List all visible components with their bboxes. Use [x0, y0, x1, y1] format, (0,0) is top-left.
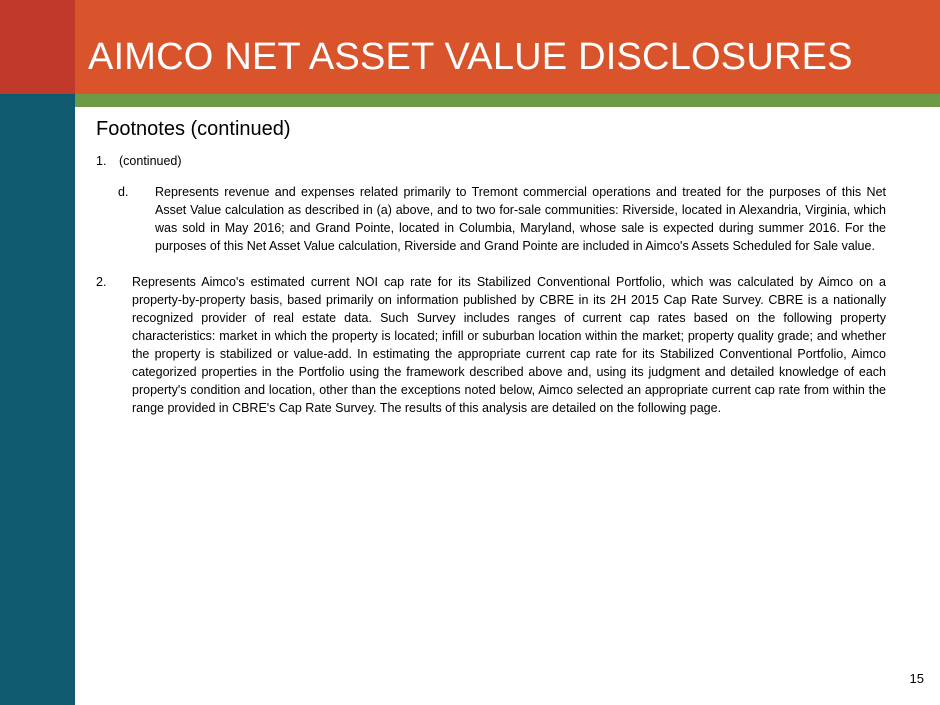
page-number: 15: [909, 671, 924, 686]
page-title: AIMCO NET ASSET VALUE DISCLOSURES: [88, 36, 853, 78]
footnote-2-number: 2.: [96, 275, 107, 289]
footnote-1-intro: [96, 152, 886, 170]
footnote-2: [96, 273, 886, 417]
footnote-1-label: (continued): [119, 154, 182, 168]
left-sidebar-band: [0, 94, 75, 705]
title-bar: [75, 0, 940, 94]
footnote-1d-marker: d.: [118, 185, 129, 199]
footnotes-content: [96, 118, 886, 417]
section-heading: Footnotes (continued): [96, 118, 291, 140]
footnote-1d-text: Represents revenue and expenses related primarily to Tremont commercial operations and treated for the purposes of this Net Asset Value calculation as described in (a) above, and to two for-sale communities: Riverside, located in Alexandria, Virginia, which was sold in May 2016; and Grand Pointe, located in Columbia, Maryland, whose sale is expected during summer 2016. For the purposes of this Net Asset Value calculation, Riverside and Grand Pointe are included in Aimco's Assets Scheduled for Sale value.: [155, 185, 886, 253]
footnote-1d: [118, 183, 886, 255]
header-accent-stripe: [75, 94, 940, 107]
footnote-2-text: Represents Aimco's estimated current NOI cap rate for its Stabilized Conventional Portfolio, which was calculated by Aimco on a property-by-property basis, based primarily on information published by CBRE in its 2H 2015 Cap Rate Survey. CBRE is a nationally recognized provider of real estate data. Such Survey includes ranges of current cap rates based on the following property characteristics: market in which the property is located; infill or suburban location within the market; property quality grade; and whether the property is stabilized or value-add. In estimating the appropriate current cap rate for its Stabilized Conventional Portfolio, Aimco categorized properties in the Portfolio using the framework described above and, using its judgment and detailed knowledge of each property's condition and location, other than the exceptions noted below, Aimco selected an appropriate current cap rate from within the range provided in CBRE's Cap Rate Survey. The results of this analysis are detailed on the following page.: [132, 275, 886, 415]
footnote-1-number: 1.: [96, 154, 107, 168]
header-corner-block: [0, 0, 75, 94]
